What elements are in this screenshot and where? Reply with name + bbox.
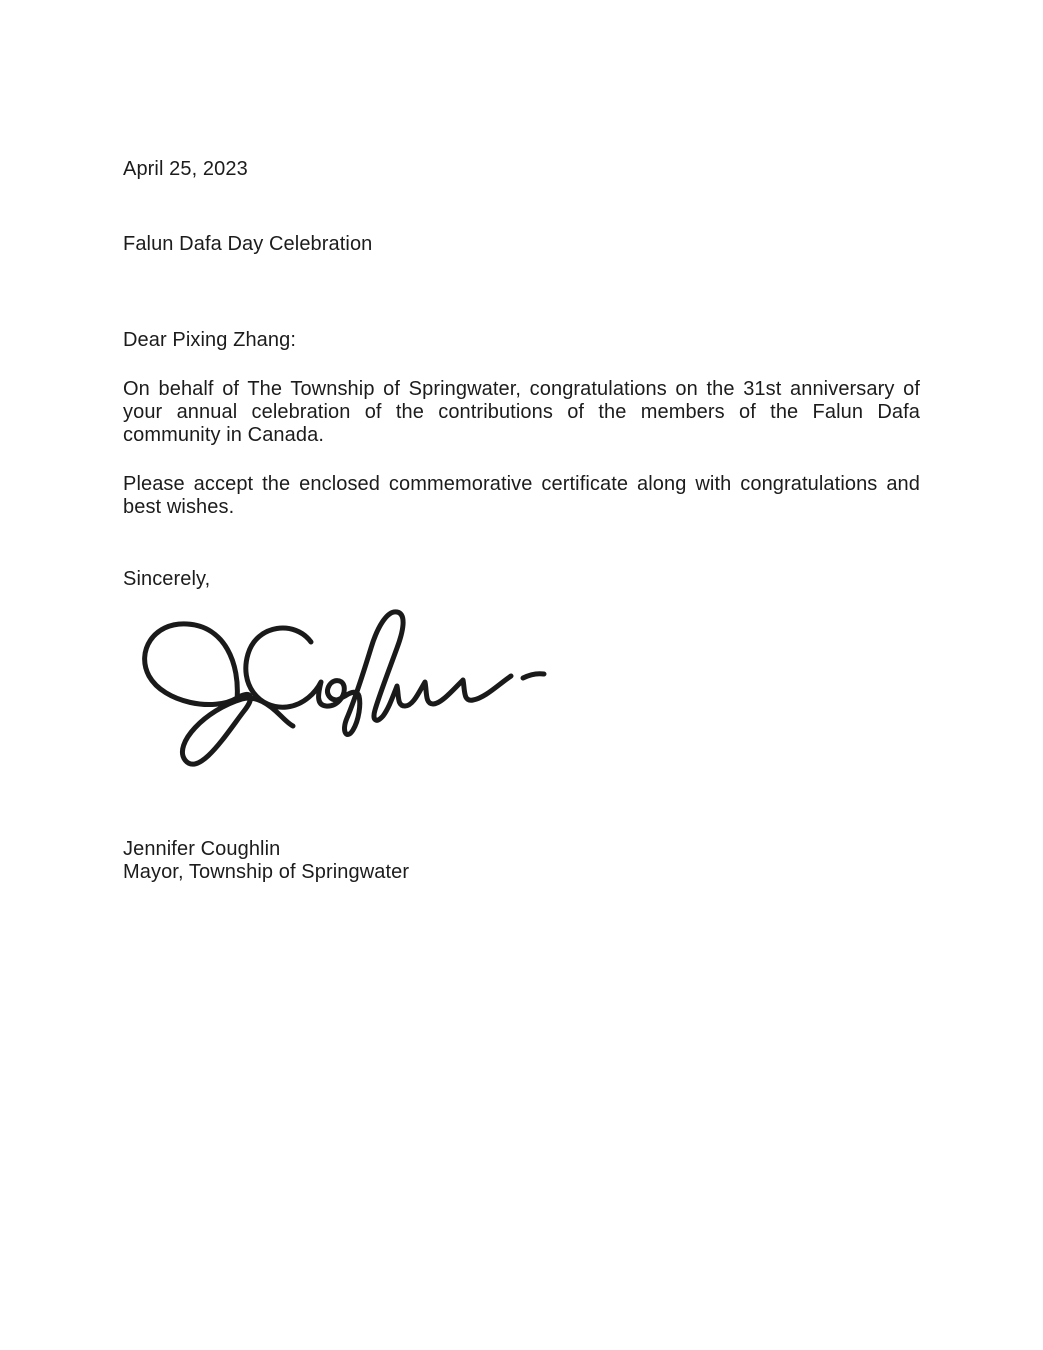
signer-name: Jennifer Coughlin (123, 838, 281, 860)
letter-subject: Falun Dafa Day Celebration (123, 233, 373, 255)
letter-closing: Sincerely, (123, 568, 211, 590)
letter-date: April 25, 2023 (123, 158, 248, 180)
letter-salutation: Dear Pixing Zhang: (123, 329, 297, 351)
signer-title: Mayor, Township of Springwater (123, 861, 410, 883)
letter-paragraph-1 (123, 378, 920, 447)
paragraph-line: Please accept the enclosed commemorative certificate along with congratulations and (123, 473, 920, 495)
paragraph-line: your annual celebration of the contributions of the members of the Falun Dafa (123, 401, 920, 423)
signature-image (123, 608, 547, 782)
paragraph-line: best wishes. (123, 496, 235, 518)
letter-paragraph-2 (123, 473, 920, 519)
paragraph-line: community in Canada. (123, 424, 324, 446)
paragraph-line: On behalf of The Township of Springwater, congratulations on the 31st anniversary of (123, 378, 920, 400)
signature-ink-strokes (145, 612, 544, 764)
signature-block (123, 838, 920, 884)
